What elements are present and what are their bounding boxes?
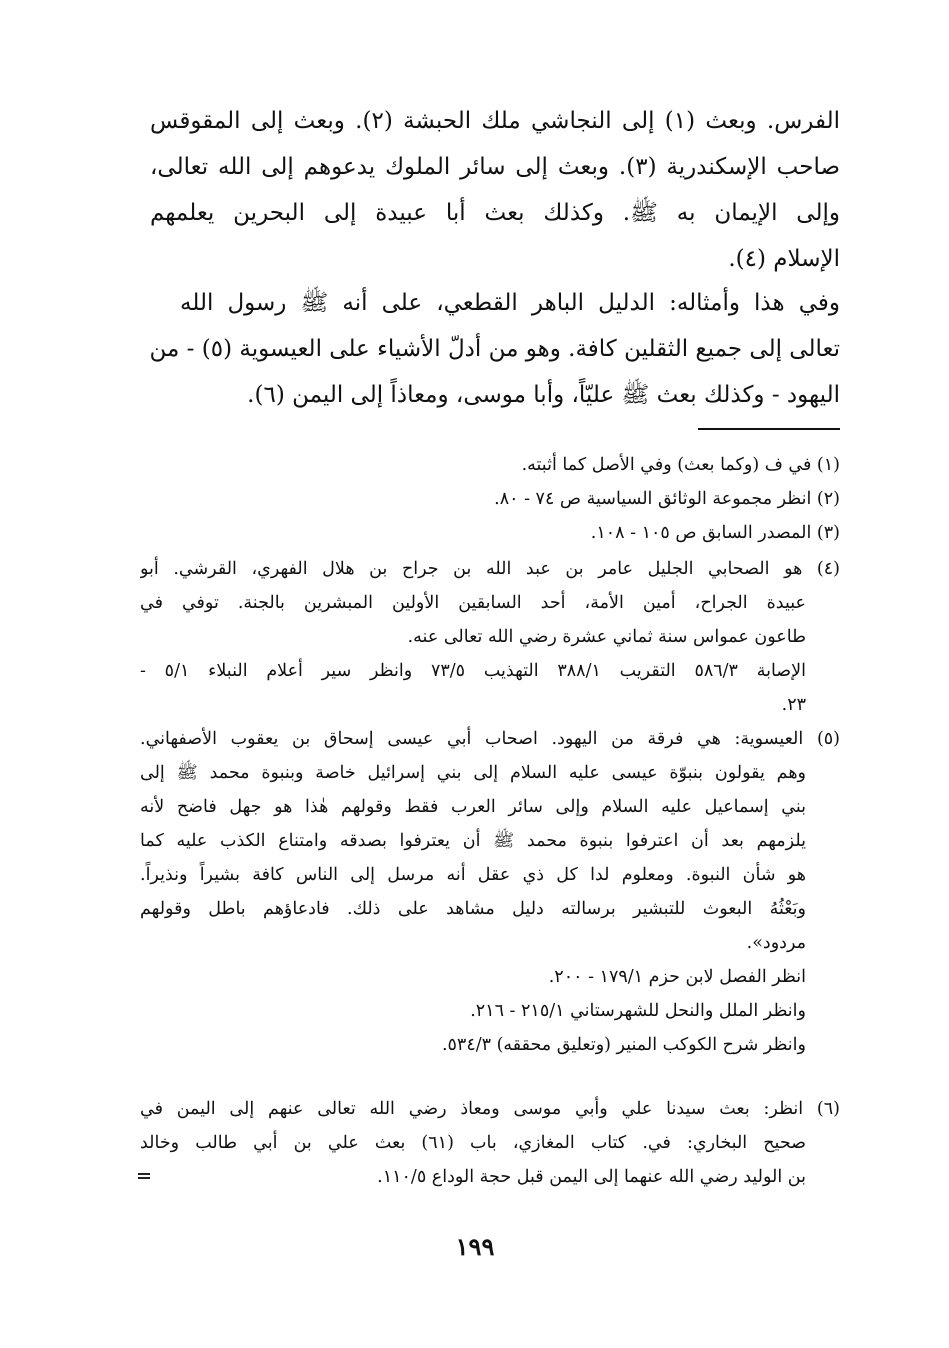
footnote-line: طاعون عمواس سنة ثماني عشرة رضي الله تعالى عنه. (407, 627, 806, 647)
footnote-line: (٥) العيسوية: هي فرقة من اليهود. اصحاب أبي عيسى إسحاق بن يعقوب الأصفهاني. (140, 729, 840, 749)
text-line: صاحب الإسكندرية (٣). وبعث إلى سائر الملوك يدعوهم إلى الله تعالى، (150, 154, 840, 180)
footnote-line: انظر الفصل لابن حزم ١٧٩/١ - ٢٠٠. (548, 967, 806, 987)
footnote-line: وانظر شرح الكوكب المنير (وتعليق محققه) ٥٣٤/٣. (441, 1035, 806, 1055)
footnote-line: مردود». (746, 933, 806, 953)
footnote-line: (٢) انظر مجموعة الوثائق السياسية ص ٧٤ - ٨٠. (494, 489, 840, 509)
text-line: وفي هذا وأمثاله: الدليل الباهر القطعي، على أنه ﷺ رسول الله (180, 290, 840, 316)
footnote-line: هو شأن النبوة. ومعلوم لدا كل ذي عقل أنه مرسل إلى الناس كافة بشيراً ونذيراً. (140, 865, 806, 885)
text-line: وإلى الإيمان به ﷺ. وكذلك بعث أبا عبيدة إلى البحرين يعلمهم (150, 200, 840, 226)
footnote-line: وهم يقولون بنبوّة عيسى عليه السلام إلى بني إسرائيل خاصة وبنبوة محمد ﷺ إلى (140, 763, 806, 783)
footnote-line: بن الوليد رضي الله عنهما إلى اليمن قبل حجة الوداع ١١٠/٥. (377, 1167, 806, 1187)
footnote-line: (٦) انظر: بعث سيدنا علي وأبي موسى ومعاذ رضي الله تعالى عنهم إلى اليمن في (140, 1099, 840, 1119)
text-line: الفرس. وبعث (١) إلى النجاشي ملك الحبشة (٢). وبعث إلى المقوقس (150, 108, 840, 134)
text-line: الإسلام (٤). (728, 246, 840, 272)
text-line: تعالى إلى جميع الثقلين كافة. وهو من أدلّ الأشياء على العيسوية (٥) - من (150, 336, 840, 362)
footnote-line: (٣) المصدر السابق ص ١٠٥ - ١٠٨. (590, 523, 840, 543)
footnote-line: وبَعْثُهُ البعوث للتبشير برسالته دليل مشاهد على ذلك. فادعاؤهم باطل وقولهم (140, 899, 806, 919)
footnote-line: وانظر الملل والنحل للشهرستاني ٢١٥/١ - ٢١٦. (470, 1001, 806, 1021)
footnote-line: ٢٣. (781, 695, 806, 715)
footnote-line: عبيدة الجراح، أمين الأمة، أحد السابقين الأولين المبشرين بالجنة. توفي في (140, 593, 806, 613)
footnote-line: بني إسماعيل عليه السلام وإلى سائر العرب فقط وقولهم هٰذا هو جهل فاضح لأنه (140, 797, 806, 817)
footnote-line: الإصابة ٥٨٦/٣ التقريب ٣٨٨/١ التهذيب ٧٣/٥ وانظر سير أعلام النبلاء ٥/١ - (140, 661, 806, 681)
page-number: ١٩٩ (455, 1232, 495, 1261)
footnote-line: (٤) هو الصحابي الجليل عامر بن عبد الله بن جراح بن هلال الفهري، القرشي. أبو (140, 559, 840, 579)
text-line: اليهود - وكذلك بعث ﷺ عليّاً، وأبا موسى، ومعاذاً إلى اليمن (٦). (247, 382, 840, 408)
footnote-line: يلزمهم بعد أن اعترفوا بنبوة محمد ﷺ أن يعترفوا بصدقه وامتناع الكذب عليه كما (140, 831, 806, 851)
footnote-divider (698, 428, 840, 430)
footnote-line: (١) في ف (وكما بعث) وفي الأصل كما أثبته. (521, 455, 840, 475)
footnote-line: صحيح البخاري: في. كتاب المغازي، باب (٦١) بعث علي بن أبي طالب وخالد (140, 1133, 806, 1153)
margin-mark (138, 1172, 152, 1180)
